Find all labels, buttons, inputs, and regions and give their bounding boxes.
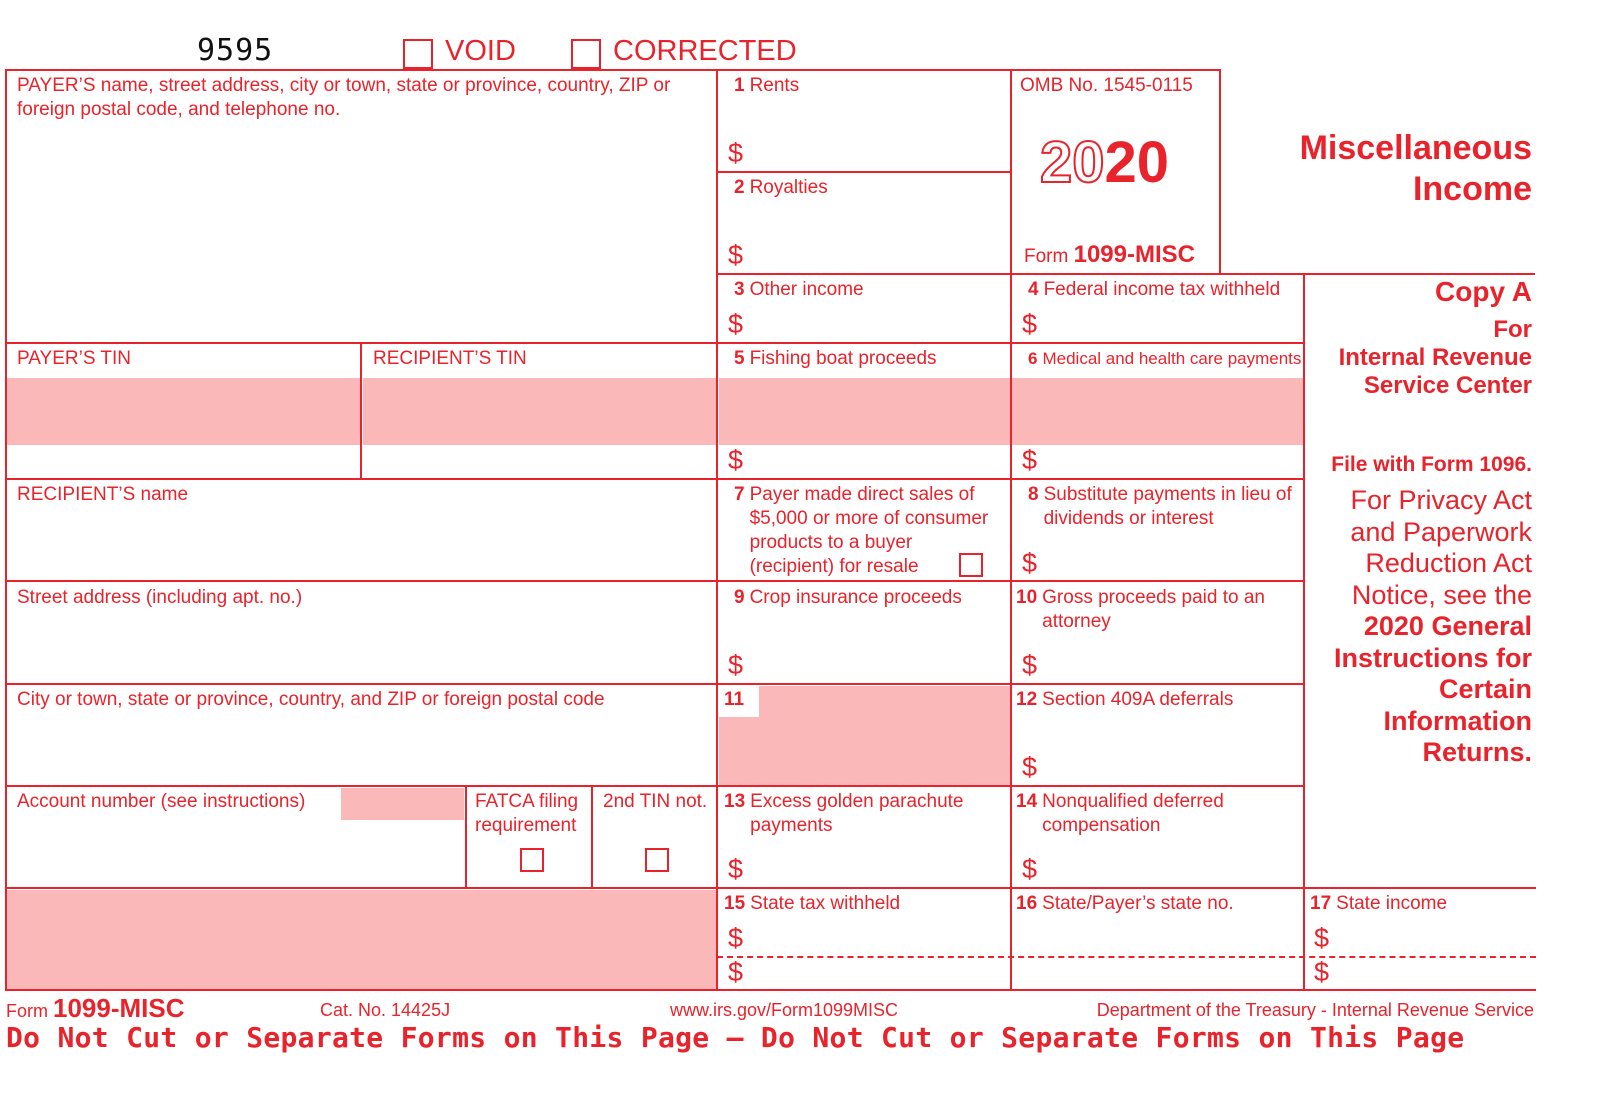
box11-label: 11 bbox=[724, 689, 745, 710]
box14-label: 14 Nonqualified deferred compensation bbox=[1016, 791, 1224, 836]
tax-year bbox=[1040, 132, 1169, 194]
form-id-number: 9595 bbox=[197, 33, 274, 68]
file-with-label: File with Form 1096. bbox=[1331, 453, 1532, 476]
recipient-tin-label: RECIPIENT’S TIN bbox=[373, 348, 527, 369]
copy-a-label: Copy A bbox=[1435, 276, 1532, 307]
account-number-label: Account number (see instructions) bbox=[17, 791, 306, 812]
box13-label: 13 Excess golden parachute payments bbox=[724, 791, 964, 836]
account-shade bbox=[341, 788, 464, 820]
do-not-cut-warning: Do Not Cut or Separate Forms on This Page — Do Not Cut or Separate Forms on This Page bbox=[6, 1021, 1465, 1054]
box15-dollar-2: $ bbox=[728, 957, 744, 987]
box17-dollar-2: $ bbox=[1314, 957, 1330, 987]
corrected-checkbox[interactable] bbox=[571, 39, 601, 69]
box4-label: 4 Federal income tax withheld bbox=[1028, 279, 1281, 300]
box1-label: 1 Rents bbox=[734, 75, 800, 96]
box13-dollar: $ bbox=[728, 854, 744, 884]
box9-label: 9 Crop insurance proceeds bbox=[734, 587, 962, 608]
box5-dollar: $ bbox=[728, 445, 744, 475]
box10-dollar: $ bbox=[1022, 650, 1038, 680]
recipient-tin-entry[interactable] bbox=[363, 378, 717, 445]
box15-label: 15 State tax withheld bbox=[724, 893, 901, 914]
payer-tin-entry[interactable] bbox=[7, 378, 360, 445]
box4-dollar: $ bbox=[1022, 309, 1038, 339]
payer-name-label: PAYER’S name, street address, city or town, state or province, country, ZIP or foreign postal code, and telephone no. bbox=[17, 75, 671, 120]
box7-checkbox[interactable] bbox=[959, 553, 983, 577]
for-label: For bbox=[1493, 316, 1532, 343]
box3-label: 3 Other income bbox=[734, 279, 864, 300]
box15-dollar-1: $ bbox=[728, 923, 744, 953]
box16-label: 16 State/Payer’s state no. bbox=[1016, 893, 1234, 914]
payer-tin-label: PAYER’S TIN bbox=[17, 348, 132, 369]
box11-shade bbox=[719, 686, 1010, 785]
form-title-line1: Miscellaneous bbox=[1299, 129, 1532, 167]
form-title-line2: Income bbox=[1412, 170, 1532, 208]
box14-dollar: $ bbox=[1022, 854, 1038, 884]
box6-dollar: $ bbox=[1022, 445, 1038, 475]
box2-dollar: $ bbox=[728, 240, 744, 270]
tax-year-outline: 20 bbox=[1040, 130, 1105, 195]
box6-shade bbox=[1012, 378, 1303, 445]
dept-treasury: Department of the Treasury - Internal Revenue Service bbox=[1096, 1000, 1534, 1020]
recipient-name-label: RECIPIENT’S name bbox=[17, 484, 189, 505]
box9-dollar: $ bbox=[728, 650, 744, 680]
bottom-left-shade bbox=[7, 890, 717, 990]
box8-dollar: $ bbox=[1022, 548, 1038, 578]
box12-label: 12 Section 409A deferrals bbox=[1016, 689, 1234, 710]
irs-url: www.irs.gov/Form1099MISC bbox=[670, 1000, 899, 1020]
omb-number: OMB No. 1545-0115 bbox=[1020, 75, 1193, 96]
street-address-label: Street address (including apt. no.) bbox=[17, 587, 303, 608]
box17-dollar-1: $ bbox=[1314, 923, 1330, 953]
form-name-omb bbox=[1024, 241, 1195, 271]
box8-label: 8 Substitute payments in lieu of dividends or interest bbox=[1028, 484, 1292, 529]
box3-dollar: $ bbox=[728, 309, 744, 339]
footer-form-prefix: Form bbox=[6, 1001, 48, 1021]
box2-label: 2 Royalties bbox=[734, 177, 828, 198]
fatca-checkbox[interactable] bbox=[520, 848, 544, 872]
void-checkbox[interactable] bbox=[403, 39, 433, 69]
box1-dollar: $ bbox=[728, 138, 744, 168]
corrected-label: CORRECTED bbox=[613, 35, 797, 67]
irs-center-label: Internal Revenue Service Center bbox=[1338, 344, 1532, 399]
city-state-zip-label: City or town, state or province, country, and ZIP or foreign postal code bbox=[17, 689, 605, 710]
box6-label: 6 Medical and health care payments bbox=[1028, 349, 1302, 368]
footer-form-number: 1099-MISC bbox=[53, 993, 185, 1023]
privacy-text-2: 2020 General Instructions for Certain Information Returns. bbox=[1333, 611, 1532, 767]
form-name: 1099-MISC bbox=[1073, 241, 1195, 268]
second-tin-label: 2nd TIN not. bbox=[603, 791, 708, 812]
privacy-text-1: For Privacy Act and Paperwork Reduction Act Notice, see the bbox=[1350, 485, 1532, 610]
box10-label: 10 Gross proceeds paid to an attorney bbox=[1016, 587, 1265, 632]
box12-dollar: $ bbox=[1022, 752, 1038, 782]
box5-label: 5 Fishing boat proceeds bbox=[734, 348, 937, 369]
box5-shade bbox=[719, 378, 1010, 445]
form-prefix: Form bbox=[1024, 246, 1069, 267]
tax-year-bold: 20 bbox=[1104, 130, 1170, 195]
box17-label: 17 State income bbox=[1310, 893, 1448, 914]
cat-number: Cat. No. 14425J bbox=[320, 1000, 451, 1020]
void-label: VOID bbox=[445, 35, 516, 67]
second-tin-checkbox[interactable] bbox=[645, 848, 669, 872]
box7-label: 7 Payer made direct sales of $5,000 or more of consumer products to a buyer (recipient) for resale bbox=[734, 484, 989, 577]
fatca-label: FATCA filing requirement bbox=[475, 791, 579, 836]
